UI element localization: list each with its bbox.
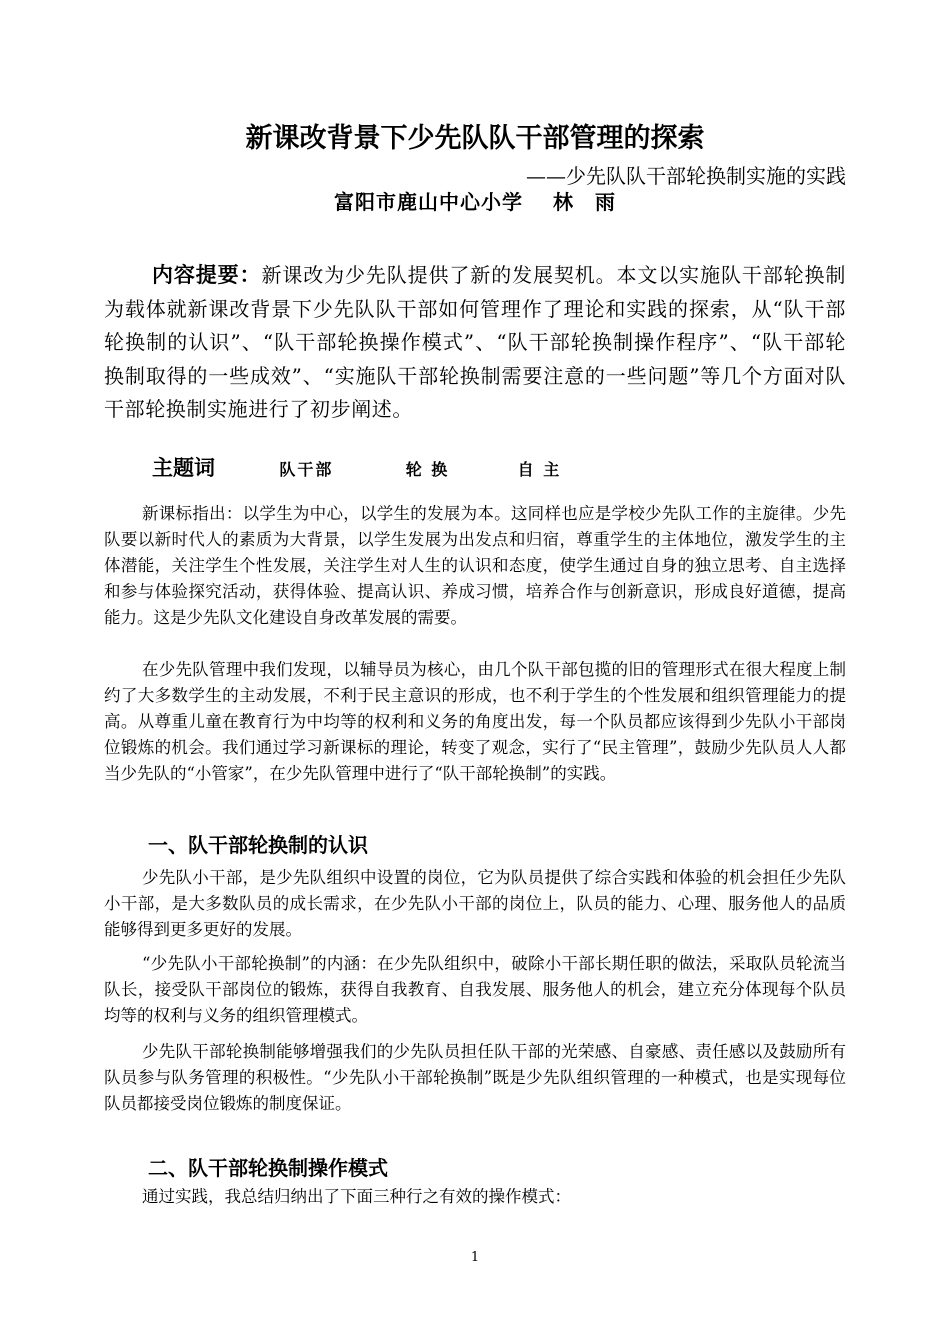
- body-paragraph: 新课标指出：以学生为中心，以学生的发展为本。这同样也应是学校少先队工作的主旋律。少先队要以新时代人的素质为大背景，以学生发展为出发点和归宿，尊重学生的主体地位，激发学生的主体潜能，关注学生个性发展，关注学生对人生的认识和态度，使学生通过自身的独立思考、自主选择和参与体验探究活动，获得体验、提高认识、养成习惯，培养合作与创新意识，形成良好道德，提高能力。这是少先队文化建设自身改革发展的需要。: [104, 504, 846, 627]
- author-school: 富阳市鹿山中心小学: [334, 190, 523, 214]
- keywords: [152, 452, 561, 482]
- abstract-text: 新课改为少先队提供了新的发展契机。本文以实施队干部轮换制为载体就新课改背景下少先队队干部如何管理作了理论和实践的探索，从“队干部轮换制的认识”、“队干部轮换操作模式”、“队干部轮换制操作程序”、“队干部轮换制取得的一些成效”、“实施队干部轮换制需要注意的一些问题”等几个方面对队干部轮换制实施进行了初步阐述。: [104, 263, 846, 421]
- body-paragraph: 少先队小干部，是少先队组织中设置的岗位，它为队员提供了综合实践和体验的机会担任少先队小干部，是大多数队员的成长需求，在少先队小干部的岗位上，队员的能力、心理、服务他人的品质能够得到更多更好的发展。: [104, 868, 846, 939]
- abstract: [104, 258, 846, 427]
- body-paragraph: 在少先队管理中我们发现，以辅导员为核心，由几个队干部包揽的旧的管理形式在很大程度上制约了大多数学生的主动发展，不利于民主意识的形成，也不利于学生的个性发展和组织管理能力的提高。从尊重儿童在教育行为中均等的权利和义务的角度出发，每一个队员都应该得到少先队小干部岗位锻炼的机会。我们通过学习新课标的理论，转变了观念，实行了“民主管理”，鼓励少先队员人人都当少先队的“小管家”，在少先队管理中进行了“队干部轮换制”的实践。: [104, 660, 846, 783]
- abstract-label: 内容提要：: [152, 262, 262, 287]
- author-line: [0, 186, 950, 215]
- body-paragraph: “少先队小干部轮换制”的内涵：在少先队组织中，破除小干部长期任职的做法，采取队员轮流当队长，接受队干部岗位的锻炼，获得自我教育、自我发展、服务他人的机会，建立充分体现每个队员均等的权利与义务的组织管理模式。: [104, 954, 846, 1025]
- page-number: 1: [470, 1250, 480, 1265]
- section-heading: 一、队干部轮换制的认识: [148, 833, 368, 857]
- keyword-item: 队干部: [279, 460, 334, 479]
- keywords-label: 主题词: [152, 455, 215, 480]
- author-name: 林 雨: [553, 190, 616, 214]
- document-title: 新课改背景下少先队队干部管理的探索: [245, 123, 705, 154]
- keyword-item: 自 主: [517, 460, 562, 479]
- body-paragraph: 少先队干部轮换制能够增强我们的少先队员担任队干部的光荣感、自豪感、责任感以及鼓励所有队员参与队务管理的积极性。“少先队小干部轮换制”既是少先队组织管理的一种模式，也是实现每位队员都接受岗位锻炼的制度保证。: [104, 1042, 846, 1113]
- body-paragraph: 通过实践，我总结归纳出了下面三种行之有效的操作模式：: [142, 1187, 571, 1206]
- document-subtitle: ——少先队队干部轮换制实施的实践: [526, 164, 846, 188]
- keyword-item: 轮 换: [405, 460, 450, 479]
- section-heading: 二、队干部轮换制操作模式: [148, 1156, 388, 1180]
